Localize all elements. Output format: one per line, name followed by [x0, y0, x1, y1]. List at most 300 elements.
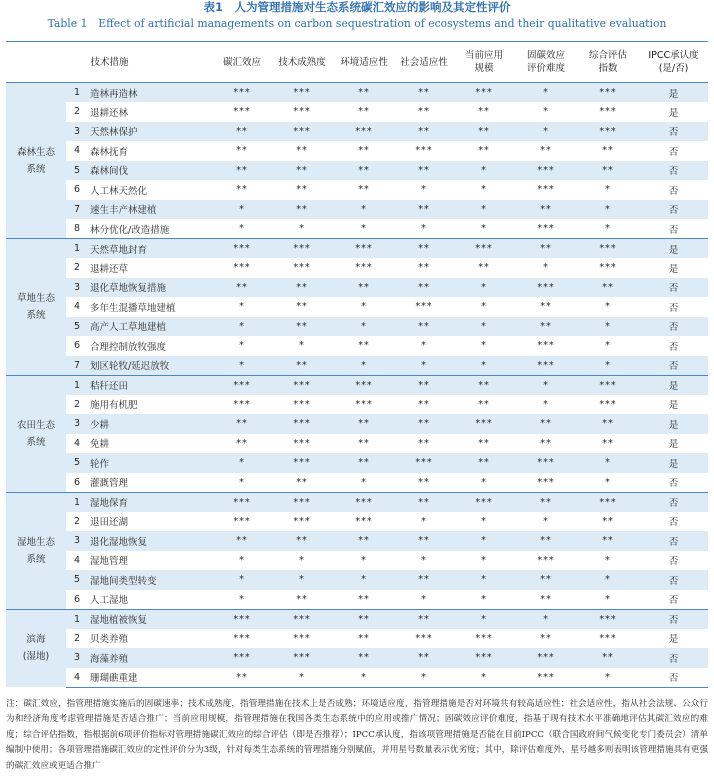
row-number: 6: [73, 593, 81, 605]
row-number: 5: [66, 570, 88, 590]
rating-carbon-sink: ***: [213, 648, 271, 668]
measure-name: 人工林天然化: [90, 185, 148, 197]
rating-application-scale: *: [453, 356, 515, 376]
rating-evaluation-difficulty: **: [515, 570, 577, 590]
ipcc-recognition: 否: [639, 122, 708, 142]
rating-composite-index: **: [577, 648, 639, 668]
rating-composite-index: **: [577, 278, 639, 298]
rating-social-adaptability: **: [418, 476, 430, 488]
row-number: 5: [66, 317, 88, 337]
measure-name: 多年生混播草地建植: [90, 302, 176, 314]
rating-env-adaptability: **: [333, 161, 395, 181]
rating-evaluation-difficulty: ***: [537, 223, 555, 234]
header-evaluation-difficulty: 固碳效应 评价难度: [515, 42, 577, 83]
rating-tech-maturity: **: [271, 161, 333, 181]
ipcc-recognition: 否: [639, 570, 708, 590]
ipcc-recognition: 是: [639, 414, 708, 434]
table-row: [6, 278, 708, 298]
rating-env-adaptability: *: [361, 223, 367, 234]
rating-social-adaptability: **: [395, 83, 453, 103]
measure-name: 免耕: [90, 439, 110, 451]
table-row: [6, 434, 708, 454]
rating-carbon-sink: *: [213, 570, 271, 590]
row-number: 4: [73, 437, 81, 449]
rating-carbon-sink: *: [239, 223, 245, 234]
ipcc-recognition: 否: [639, 278, 708, 298]
rating-env-adaptability: *: [361, 476, 367, 488]
rating-application-scale: ***: [453, 414, 515, 434]
rating-composite-index: **: [577, 414, 639, 434]
rating-env-adaptability: ***: [355, 398, 373, 410]
rating-composite-index: ***: [577, 375, 639, 395]
rating-carbon-sink: ***: [233, 262, 251, 274]
rating-tech-maturity: *: [299, 223, 305, 234]
rating-evaluation-difficulty: **: [540, 632, 552, 644]
row-number: 1: [66, 83, 88, 103]
rating-tech-maturity: ***: [271, 492, 333, 512]
table-row: [6, 258, 708, 278]
ipcc-recognition: 否: [639, 356, 708, 376]
measure-name: 贝类养殖: [90, 634, 129, 646]
rating-tech-maturity: ***: [293, 632, 311, 644]
rating-tech-maturity: ***: [293, 106, 311, 118]
rating-application-scale: ***: [453, 648, 515, 668]
rating-composite-index: **: [602, 437, 614, 449]
ipcc-recognition: 否: [639, 161, 708, 181]
table-row: [6, 219, 708, 239]
rating-carbon-sink: *: [239, 593, 245, 605]
rating-application-scale: *: [481, 554, 487, 566]
rating-tech-maturity: *: [299, 340, 305, 352]
rating-carbon-sink: **: [236, 437, 248, 449]
rating-carbon-sink: **: [236, 184, 248, 196]
rating-application-scale: ***: [475, 632, 493, 644]
rating-composite-index: *: [605, 476, 611, 488]
rating-env-adaptability: **: [333, 453, 395, 473]
rating-carbon-sink: *: [213, 453, 271, 473]
row-number: 3: [66, 278, 88, 298]
table-row: [6, 551, 708, 571]
rating-env-adaptability: ***: [333, 239, 395, 259]
table-row: [6, 590, 708, 610]
rating-application-scale: *: [481, 515, 487, 527]
ipcc-recognition: 否: [668, 302, 679, 314]
rating-application-scale: **: [453, 122, 515, 142]
rating-env-adaptability: **: [358, 593, 370, 605]
rating-env-adaptability: **: [333, 609, 395, 629]
row-number: 7: [66, 200, 88, 220]
row-number: 4: [73, 301, 81, 313]
rating-application-scale: *: [481, 184, 487, 196]
rating-application-scale: *: [453, 531, 515, 551]
ecosystem-group-label: 森林生态 系统: [6, 83, 66, 239]
rating-composite-index: *: [605, 340, 611, 352]
rating-composite-index: **: [602, 145, 614, 157]
table-row: [6, 453, 708, 473]
rating-evaluation-difficulty: **: [515, 317, 577, 337]
rating-application-scale: ***: [453, 83, 515, 103]
rating-evaluation-difficulty: ***: [515, 648, 577, 668]
rating-social-adaptability: *: [421, 184, 427, 196]
row-number: 2: [73, 632, 81, 644]
measure-name: 高产人工草地建植: [88, 317, 213, 337]
rating-evaluation-difficulty: **: [515, 531, 577, 551]
table-row: [6, 375, 708, 395]
rating-carbon-sink: *: [213, 356, 271, 376]
rating-social-adaptability: *: [421, 554, 427, 566]
rating-social-adaptability: **: [395, 531, 453, 551]
rating-env-adaptability: *: [361, 301, 367, 313]
rating-env-adaptability: **: [358, 145, 370, 157]
rating-application-scale: *: [453, 317, 515, 337]
rating-tech-maturity: ***: [293, 515, 311, 527]
rating-evaluation-difficulty: ***: [515, 278, 577, 298]
measure-name: 人工湿地: [90, 595, 129, 606]
ipcc-recognition: 否: [639, 668, 708, 688]
rating-env-adaptability: **: [358, 632, 370, 644]
rating-social-adaptability: **: [395, 278, 453, 298]
ecosystem-group-label: 湿地生态 系统: [6, 492, 66, 609]
rating-env-adaptability: **: [333, 648, 395, 668]
rating-social-adaptability: *: [395, 668, 453, 688]
rating-composite-index: **: [602, 515, 614, 527]
rating-social-adaptability: **: [395, 648, 453, 668]
ipcc-recognition: 是: [668, 439, 679, 451]
rating-application-scale: *: [481, 340, 487, 352]
header-row: [6, 42, 708, 83]
measure-name: 轮作: [88, 453, 213, 473]
measure-name: 退耕还林: [90, 107, 129, 119]
measure-name: 湿地保育: [88, 492, 213, 512]
measure-name: 造林再造林: [88, 83, 213, 103]
rating-env-adaptability: ***: [333, 375, 395, 395]
rating-tech-maturity: ***: [271, 414, 333, 434]
ipcc-recognition: 否: [639, 609, 708, 629]
row-number: 4: [66, 668, 88, 688]
rating-tech-maturity: ***: [271, 83, 333, 103]
ipcc-recognition: 否: [668, 224, 679, 236]
measure-name: 退田还湖: [90, 517, 129, 529]
measure-name: 湿地管理: [90, 556, 129, 568]
row-number: 2: [73, 515, 81, 527]
rating-carbon-sink: **: [213, 531, 271, 551]
table-row: [6, 239, 708, 259]
rating-social-adaptability: *: [395, 356, 453, 376]
rating-tech-maturity: **: [271, 278, 333, 298]
rating-carbon-sink: **: [213, 668, 271, 688]
header-social-adaptability: 社会适应性: [395, 42, 453, 83]
measure-name: 退耕还草: [90, 263, 129, 275]
rating-social-adaptability: **: [395, 492, 453, 512]
rating-carbon-sink: ***: [233, 515, 251, 527]
table-row: [6, 629, 708, 649]
rating-composite-index: ***: [599, 632, 617, 644]
rating-composite-index: *: [577, 200, 639, 220]
rating-social-adaptability: **: [395, 239, 453, 259]
table-row: [6, 83, 708, 103]
table-row: [6, 122, 708, 142]
ipcc-recognition: 否: [668, 478, 679, 489]
ipcc-recognition: 否: [639, 648, 708, 668]
header-env-adaptability: 环境适应性: [333, 42, 395, 83]
rating-carbon-sink: ***: [233, 632, 251, 644]
ipcc-recognition: 是: [639, 239, 708, 259]
table-row: [6, 473, 708, 493]
table-footnote: 注：碳汇效应，指管理措施实施后的固碳速率；技术成熟度，指管理措施在技术上是否成熟；环境适应度，指管理措施是否对环境共有较高适应性；社会适应性，指从社会法规、公众行为和经济角度考虑管理措施是否适合推广；当前应用规模，指管理措施在我国各类生态系统中的应用或推广情况；固碳效应评价难度，指基于现有技术水平准确地评估其碳汇效应的难度；综合评估指数，指根据前6项评价指标对管理措施碳汇效应的综合评估（即是否推荐）；IPCC承认度，指该项管理措施是否能在目前IPCC（联合国政府间气候变化专门委员会）清单编制中使用；各项管理措施碳汇效应的定性评价分为3级，针对每类生态系统的管理措施分别赋值，并用星号数量表示优劣度；其中，除评估难度外，星号越多则表明该管理措施具有更强的碳汇效应或更适合推广: [6, 699, 708, 771]
row-number: 5: [66, 161, 88, 181]
row-number: 6: [73, 476, 81, 488]
ipcc-recognition: 是: [668, 634, 679, 646]
header-tech-maturity: 技术成熟度: [271, 42, 333, 83]
table-row: [6, 180, 708, 200]
rating-env-adaptability: *: [333, 356, 395, 376]
rating-evaluation-difficulty: **: [540, 301, 552, 313]
rating-tech-maturity: **: [271, 317, 333, 337]
ipcc-recognition: 否: [639, 200, 708, 220]
table-row: [6, 668, 708, 688]
ecosystem-group-label: 滨海 (湿地): [6, 609, 66, 687]
rating-social-adaptability: **: [395, 317, 453, 337]
measure-name: 林分优化/改造措施: [90, 224, 170, 236]
rating-application-scale: *: [453, 278, 515, 298]
rating-tech-maturity: ***: [293, 398, 311, 410]
row-number: 1: [66, 609, 88, 629]
table-row: [6, 492, 708, 512]
rating-tech-maturity: ***: [271, 609, 333, 629]
rating-composite-index: *: [605, 184, 611, 196]
rating-evaluation-difficulty: **: [515, 414, 577, 434]
table-row: [6, 648, 708, 668]
rating-env-adaptability: ***: [333, 122, 395, 142]
rating-carbon-sink: *: [239, 301, 245, 313]
rating-evaluation-difficulty: *: [515, 609, 577, 629]
row-number: 7: [66, 356, 88, 376]
rating-carbon-sink: **: [213, 414, 271, 434]
ipcc-recognition: 是: [668, 400, 679, 412]
measure-name: 施用有机肥: [90, 400, 138, 412]
header-measure: 技术措施: [6, 42, 213, 83]
ipcc-recognition: 是: [639, 453, 708, 473]
rating-composite-index: ***: [599, 106, 617, 118]
rating-tech-maturity: **: [296, 184, 308, 196]
rating-carbon-sink: **: [213, 278, 271, 298]
rating-carbon-sink: ***: [233, 398, 251, 410]
rating-composite-index: *: [577, 317, 639, 337]
table-row: [6, 297, 708, 317]
ipcc-recognition: 是: [639, 375, 708, 395]
rating-tech-maturity: *: [271, 570, 333, 590]
rating-social-adaptability: **: [395, 200, 453, 220]
rating-tech-maturity: **: [296, 301, 308, 313]
rating-env-adaptability: **: [358, 340, 370, 352]
measure-name: 退化草地恢复措施: [88, 278, 213, 298]
table-row: [6, 356, 708, 376]
rating-env-adaptability: **: [358, 184, 370, 196]
rating-composite-index: *: [577, 668, 639, 688]
ipcc-recognition: 否: [639, 492, 708, 512]
rating-carbon-sink: **: [236, 145, 248, 157]
rating-evaluation-difficulty: ***: [537, 554, 555, 566]
rating-social-adaptability: *: [421, 515, 427, 527]
rating-tech-maturity: ***: [293, 437, 311, 449]
table-row: [6, 102, 708, 122]
rating-evaluation-difficulty: ***: [515, 668, 577, 688]
measure-name: 灌溉管理: [90, 478, 129, 489]
ipcc-recognition: 是: [639, 83, 708, 103]
row-number: 3: [66, 648, 88, 668]
rating-evaluation-difficulty: **: [515, 239, 577, 259]
rating-application-scale: **: [453, 375, 515, 395]
rating-tech-maturity: ***: [271, 648, 333, 668]
header-composite-index: 综合评估 指数: [577, 42, 639, 83]
ipcc-recognition: 是: [668, 263, 679, 275]
rating-application-scale: **: [453, 453, 515, 473]
measure-name: 秸秆还田: [88, 375, 213, 395]
rating-carbon-sink: ***: [213, 375, 271, 395]
rating-tech-maturity: **: [271, 200, 333, 220]
rating-social-adaptability: **: [395, 375, 453, 395]
ecosystem-group-label: 草地生态 系统: [6, 239, 66, 376]
rating-tech-maturity: *: [299, 554, 305, 566]
rating-application-scale: **: [478, 145, 490, 157]
rating-evaluation-difficulty: *: [543, 515, 549, 527]
rating-env-adaptability: **: [358, 437, 370, 449]
row-number: 8: [73, 223, 81, 234]
rating-social-adaptability: **: [418, 437, 430, 449]
rating-env-adaptability: *: [333, 570, 395, 590]
rating-application-scale: *: [481, 593, 487, 605]
row-number: 2: [73, 106, 81, 118]
table-row: [6, 161, 708, 181]
rating-env-adaptability: *: [333, 317, 395, 337]
table-row: [6, 414, 708, 434]
rating-composite-index: *: [605, 554, 611, 566]
rating-env-adaptability: **: [333, 83, 395, 103]
measure-name: 天然林保护: [88, 122, 213, 142]
rating-evaluation-difficulty: **: [540, 593, 552, 605]
rating-composite-index: *: [605, 301, 611, 313]
ipcc-recognition: 否: [668, 146, 679, 158]
header-application-scale: 当前应用 规模: [453, 42, 515, 83]
rating-composite-index: ***: [577, 609, 639, 629]
table-row: [6, 570, 708, 590]
rating-env-adaptability: ***: [355, 515, 373, 527]
rating-carbon-sink: ***: [213, 609, 271, 629]
rating-composite-index: ***: [599, 398, 617, 410]
rating-evaluation-difficulty: ***: [515, 161, 577, 181]
rating-application-scale: ***: [453, 492, 515, 512]
rating-env-adaptability: *: [333, 668, 395, 688]
measure-name: 湿地植被恢复: [88, 609, 213, 629]
rating-env-adaptability: *: [333, 200, 395, 220]
rating-composite-index: ***: [577, 492, 639, 512]
rating-composite-index: ***: [599, 262, 617, 274]
rating-evaluation-difficulty: ***: [537, 476, 555, 488]
rating-carbon-sink: *: [213, 200, 271, 220]
row-number: 6: [73, 340, 81, 352]
table-body: [6, 83, 708, 688]
measure-name: 湿地间类型转变: [88, 570, 213, 590]
rating-evaluation-difficulty: *: [515, 122, 577, 142]
rating-evaluation-difficulty: *: [515, 375, 577, 395]
row-number: 3: [66, 122, 88, 142]
rating-social-adaptability: *: [421, 340, 427, 352]
rating-social-adaptability: **: [395, 570, 453, 590]
rating-social-adaptability: **: [395, 161, 453, 181]
row-number: 4: [73, 554, 81, 566]
ipcc-recognition: 否: [668, 341, 679, 353]
ipcc-recognition: 否: [668, 556, 679, 568]
row-number: 4: [73, 145, 81, 157]
rating-env-adaptability: *: [361, 554, 367, 566]
rating-composite-index: ***: [577, 239, 639, 259]
table-row: [6, 609, 708, 629]
row-number: 1: [66, 492, 88, 512]
rating-evaluation-difficulty: ***: [515, 356, 577, 376]
rating-composite-index: *: [605, 593, 611, 605]
rating-tech-maturity: **: [296, 145, 308, 157]
rating-env-adaptability: **: [333, 531, 395, 551]
rating-composite-index: *: [577, 453, 639, 473]
rating-social-adaptability: **: [418, 262, 430, 274]
rating-social-adaptability: **: [418, 106, 430, 118]
rating-tech-maturity: **: [296, 476, 308, 488]
rating-social-adaptability: *: [421, 223, 427, 234]
rating-carbon-sink: *: [213, 317, 271, 337]
row-number: 6: [73, 184, 81, 196]
rating-env-adaptability: **: [333, 414, 395, 434]
measure-name: 划区轮牧/延迟放牧: [88, 356, 213, 376]
rating-composite-index: ***: [577, 83, 639, 103]
rating-env-adaptability: ***: [355, 262, 373, 274]
rating-social-adaptability: ***: [415, 632, 433, 644]
rating-tech-maturity: ***: [271, 239, 333, 259]
row-number: 3: [66, 531, 88, 551]
table-row: [6, 336, 708, 356]
rating-evaluation-difficulty: ***: [537, 184, 555, 196]
measure-name: 森林抚育: [90, 146, 129, 158]
rating-evaluation-difficulty: **: [515, 492, 577, 512]
rating-composite-index: *: [577, 356, 639, 376]
table-row: [6, 395, 708, 415]
measure-name: 珊瑚礁重建: [88, 668, 213, 688]
rating-composite-index: **: [577, 531, 639, 551]
rating-env-adaptability: **: [358, 106, 370, 118]
rating-social-adaptability: **: [395, 414, 453, 434]
rating-evaluation-difficulty: **: [540, 145, 552, 157]
rating-tech-maturity: *: [271, 668, 333, 688]
rating-evaluation-difficulty: *: [543, 106, 549, 118]
row-number: 2: [73, 398, 81, 410]
rating-evaluation-difficulty: **: [515, 200, 577, 220]
rating-tech-maturity: **: [271, 531, 333, 551]
rating-application-scale: **: [478, 106, 490, 118]
row-number: 3: [66, 414, 88, 434]
row-number: 1: [66, 375, 88, 395]
rating-application-scale: *: [481, 476, 487, 488]
rating-application-scale: **: [478, 437, 490, 449]
table-row: [6, 141, 708, 161]
rating-carbon-sink: *: [239, 476, 245, 488]
measure-name: 森林间伐: [88, 161, 213, 181]
measure-name: 海藻养殖: [88, 648, 213, 668]
rating-carbon-sink: *: [239, 554, 245, 566]
rating-social-adaptability: ***: [395, 453, 453, 473]
rating-composite-index: *: [577, 570, 639, 590]
ipcc-recognition: 否: [639, 531, 708, 551]
rating-social-adaptability: **: [395, 609, 453, 629]
rating-evaluation-difficulty: *: [515, 83, 577, 103]
